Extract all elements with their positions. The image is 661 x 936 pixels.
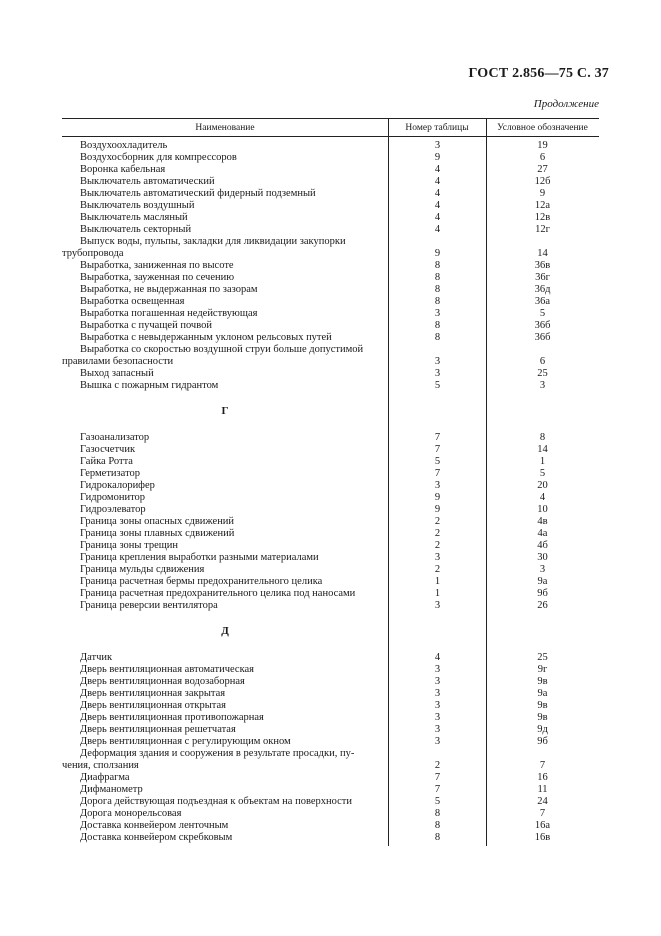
entry-name-line: Граница расчетная бермы предохранительного целика [80,576,323,587]
entry-name [62,344,388,368]
entry-name [80,676,388,688]
entry-name [80,188,388,200]
entry-name-continuation: правилами безопасности [62,356,174,367]
entry-name [80,808,388,820]
table-row [62,456,599,468]
symbol-code: 3 [539,380,546,391]
entry-name [80,140,388,152]
entry-name [80,152,388,164]
symbol-code: 10 [537,504,548,515]
entry-name-line: Выработка с невыдержанным уклоном рельсовых путей [80,332,332,343]
symbol-code: 3 [539,564,546,575]
entry-name-line: Воздухосборник для компрессоров [80,152,237,163]
table-row [62,492,599,504]
table-row [62,432,599,444]
entry-name [80,332,388,344]
entry-name-line: Дверь вентиляционная решетчатая [80,724,236,735]
table-row [62,712,599,724]
table-number: 9 [434,504,441,515]
table-top-rule [62,118,599,119]
table-row [62,152,599,164]
table-row [62,468,599,480]
entry-name-line: Выработка, зауженная по сечению [80,272,235,283]
column-header-name: Наименование [195,123,255,133]
section-letter: Г [221,405,229,417]
table-row [62,688,599,700]
table-row [62,320,599,332]
section-heading [62,612,599,652]
table-row [62,236,599,260]
entry-name [80,456,388,468]
entry-name [80,796,388,808]
symbol-code: 6 [539,152,546,163]
table-row [62,260,599,272]
entry-name [80,724,388,736]
entry-name [80,284,388,296]
entry-name-line: Дверь вентиляционная открытая [80,700,226,711]
entry-name-line: Дверь вентиляционная противопожарная [80,712,264,723]
table-row [62,164,599,176]
table-row [62,200,599,212]
entry-name-line: Датчик [80,652,113,663]
table-row [62,332,599,344]
entry-name [80,320,388,332]
table-number: 8 [434,296,441,307]
entry-name [80,480,388,492]
table-row [62,832,599,844]
table-row [62,724,599,736]
table-row [62,588,599,600]
entry-name [80,492,388,504]
entry-name-continuation: трубопровода [62,248,124,259]
table-number: 1 [434,576,441,587]
table-row [62,600,599,612]
entry-name [80,516,388,528]
symbol-code: 5 [539,468,546,479]
table-number: 4 [434,188,441,199]
table-number: 8 [434,832,441,843]
table-row [62,796,599,808]
entry-name-line: Выключатель автоматический фидерный подземный [80,188,316,199]
symbol-code: 11 [537,784,548,795]
entry-name-line: Граница расчетная предохранительного целика под наносами [80,588,356,599]
symbol-code: 9а [537,688,548,699]
entry-name-line: Дорога монорельсовая [80,808,182,819]
symbol-code: 1 [539,456,546,467]
table-row [62,772,599,784]
table-row [62,540,599,552]
table-number: 8 [434,820,441,831]
entry-name-line: Выход запасный [80,368,154,379]
table-row [62,784,599,796]
symbol-code: 25 [537,368,548,379]
table-number: 3 [434,308,441,319]
entry-name-line: Выключатель автоматический [80,176,215,187]
entry-name-line: Газоанализатор [80,432,150,443]
symbol-code: 20 [537,480,548,491]
continuation-label: Продолжение [533,98,599,110]
entry-name [80,832,388,844]
entry-name [80,212,388,224]
symbol-code: 8 [539,432,546,443]
symbol-code: 30 [537,552,548,563]
symbol-code: 12а [534,200,551,211]
symbol-code: 9б [537,736,548,747]
table-row [62,736,599,748]
table-row [62,480,599,492]
entry-name-line: Вышка с пожарным гидрантом [80,380,219,391]
entry-name-line: Граница реверсии вентилятора [80,600,218,611]
symbol-code: 36в [534,260,551,271]
table-row [62,296,599,308]
symbol-code: 14 [537,248,548,259]
entry-name-line: Воронка кабельная [80,164,166,175]
page-header [0,66,661,84]
symbol-code: 9б [537,588,548,599]
table-number: 8 [434,284,441,295]
symbol-code: 27 [537,164,548,175]
table-number: 4 [434,176,441,187]
table-row [62,564,599,576]
table-number: 3 [434,736,441,747]
table-row [62,140,599,152]
entry-name [80,736,388,748]
table-row [62,188,599,200]
table-number: 3 [434,688,441,699]
symbol-code: 9в [537,676,548,687]
symbol-code: 24 [537,796,548,807]
entry-name-line: Граница зоны опасных сдвижений [80,516,235,527]
table-row [62,576,599,588]
table-number: 3 [434,368,441,379]
entry-name-line: Дверь вентиляционная закрытая [80,688,226,699]
table-number: 1 [434,588,441,599]
symbol-code: 9 [539,188,546,199]
entry-name [80,688,388,700]
entry-name-line: Гайка Ротта [80,456,133,467]
symbol-code: 12б [534,176,551,187]
section-heading [62,392,599,432]
table-number: 9 [434,152,441,163]
table-number: 3 [434,600,441,611]
table-row [62,368,599,380]
symbol-code: 9д [537,724,548,735]
entry-name [80,588,388,600]
entry-name-line: Выработка, не выдержанная по зазорам [80,284,258,295]
entry-name [80,504,388,516]
table-number: 2 [434,516,441,527]
table-number: 7 [434,444,441,455]
symbol-code: 26 [537,600,548,611]
symbol-code: 36г [535,272,550,283]
symbol-code: 12в [534,212,551,223]
table-row [62,516,599,528]
table-number: 3 [434,700,441,711]
entry-name [80,176,388,188]
table-number: 3 [434,552,441,563]
entry-name [80,564,388,576]
entry-name [80,540,388,552]
table-row [62,808,599,820]
symbol-code: 36б [534,320,551,331]
entry-name [80,528,388,540]
entry-name-line: Выключатель секторный [80,224,192,235]
entry-name-line: Доставка конвейером скребковым [80,832,233,843]
entry-name-line: Воздухоохладитель [80,140,168,151]
symbol-code: 16 [537,772,548,783]
table-row [62,380,599,392]
table-number: 3 [434,140,441,151]
symbol-code: 4а [537,528,548,539]
column-header-symbol: Условное обозначение [497,123,588,133]
table-number: 9 [434,492,441,503]
table-row [62,272,599,284]
table-row [62,176,599,188]
table-number: 2 [434,540,441,551]
table-number: 2 [434,528,441,539]
table-number: 2 [434,564,441,575]
table-number: 4 [434,212,441,223]
symbol-code: 16в [534,832,551,843]
entry-name-line: Герметизатор [80,468,141,479]
table-number: 3 [434,724,441,735]
entry-name-line: Выработка, заниженная по высоте [80,260,234,271]
entry-name [80,444,388,456]
entry-name-line: Дверь вентиляционная автоматическая [80,664,254,675]
table-row [62,676,599,688]
table-number: 2 [434,760,441,771]
symbol-code: 9а [537,576,548,587]
entry-name-line: Гидромонитор [80,492,146,503]
entry-name [80,700,388,712]
entry-name [80,164,388,176]
symbol-code: 25 [537,652,548,663]
entry-name [80,308,388,320]
table-number: 4 [434,164,441,175]
entry-name-line: Дверь вентиляционная водозаборная [80,676,245,687]
entry-name [80,432,388,444]
entry-name [80,296,388,308]
entry-name [62,236,388,260]
entry-name-line: Гидроэлеватор [80,504,146,515]
table-row [62,820,599,832]
symbol-code: 4 [539,492,546,503]
table-row [62,444,599,456]
entry-name-line: Выработка с пучащей почвой [80,320,212,331]
table-number: 8 [434,808,441,819]
table-number: 5 [434,380,441,391]
symbol-code: 5 [539,308,546,319]
entry-name [80,552,388,564]
table-number: 8 [434,332,441,343]
entry-name-line: Выработка со скоростью воздушной струи больше допустимой [80,344,364,355]
entry-name [80,600,388,612]
symbol-code: 19 [537,140,548,151]
symbol-code: 4б [537,540,548,551]
table-number: 9 [434,248,441,259]
entry-name [80,224,388,236]
column-header-table-number: Номер таблицы [405,123,469,133]
entry-name-line: Газосчетчик [80,444,136,455]
table-number: 3 [434,356,441,367]
entry-name [80,380,388,392]
symbol-code: 9в [537,700,548,711]
table-row [62,652,599,664]
entry-name-line: Выработка погашенная недействующая [80,308,258,319]
symbol-code: 36а [534,296,551,307]
entry-name-line: Граница зоны трещин [80,540,179,551]
table-number: 3 [434,664,441,675]
symbol-code: 6 [539,356,546,367]
table-header-rule [62,136,599,137]
symbol-code: 4в [537,516,548,527]
symbol-code: 14 [537,444,548,455]
entry-name-line: Доставка конвейером ленточным [80,820,229,831]
symbol-code: 36б [534,332,551,343]
entry-name-line: Диафрагма [80,772,130,783]
entry-name-line: Дверь вентиляционная с регулирующим окном [80,736,291,747]
table-row [62,284,599,296]
table-row [62,552,599,564]
table-number: 5 [434,456,441,467]
table-number: 7 [434,784,441,795]
table-row [62,212,599,224]
entry-name-continuation: чения, сползания [62,760,139,771]
table-number: 3 [434,676,441,687]
symbol-code: 16а [534,820,551,831]
entry-name [80,468,388,480]
entry-name [80,200,388,212]
entry-name [80,652,388,664]
table-number: 3 [434,712,441,723]
symbol-code: 9г [537,664,548,675]
entry-name [80,772,388,784]
table-row [62,344,599,368]
table-number: 7 [434,468,441,479]
table-number: 8 [434,260,441,271]
section-letter: Д [221,625,229,637]
table-number: 7 [434,772,441,783]
table-number: 5 [434,796,441,807]
table-number: 4 [434,200,441,211]
table-row [62,308,599,320]
entry-name-line: Гидрокалорифер [80,480,155,491]
symbol-code: 12г [535,224,550,235]
symbol-code: 7 [539,760,546,771]
entry-name-line: Граница крепления выработки разными материалами [80,552,319,563]
table-row [62,700,599,712]
entry-name [80,368,388,380]
entry-name-line: Выработка освещенная [80,296,185,307]
entry-name-line: Выключатель воздушный [80,200,195,211]
table-number: 4 [434,224,441,235]
table-number: 8 [434,320,441,331]
table-body [62,140,599,844]
entry-name-line: Выпуск воды, пульпы, закладки для ликвидации закупорки [80,236,346,247]
entry-name [80,820,388,832]
entry-name [80,260,388,272]
entry-name-line: Выключатель масляный [80,212,188,223]
entry-name [62,748,388,772]
table-number: 8 [434,272,441,283]
entry-name [80,664,388,676]
table-number: 7 [434,432,441,443]
table-row [62,504,599,516]
table-row [62,224,599,236]
entry-name-line: Дорога действующая подъездная к объектам на поверхности [80,796,353,807]
entry-name [80,272,388,284]
table-number: 4 [434,652,441,663]
table-row [62,528,599,540]
table-row [62,748,599,772]
table-number: 3 [434,480,441,491]
entry-name [80,784,388,796]
table-row [62,664,599,676]
entry-name-line: Граница зоны плавных сдвижений [80,528,235,539]
entry-name [80,576,388,588]
entry-name [80,712,388,724]
symbol-code: 7 [539,808,546,819]
document-title: ГОСТ 2.856—75 С. 37 [468,66,609,81]
symbol-code: 36д [534,284,551,295]
entry-name-line: Дифманометр [80,784,143,795]
symbol-code: 9в [537,712,548,723]
entry-name-line: Деформация здания и сооружения в результате просадки, пу- [80,748,355,759]
entry-name-line: Граница мульды сдвижения [80,564,205,575]
